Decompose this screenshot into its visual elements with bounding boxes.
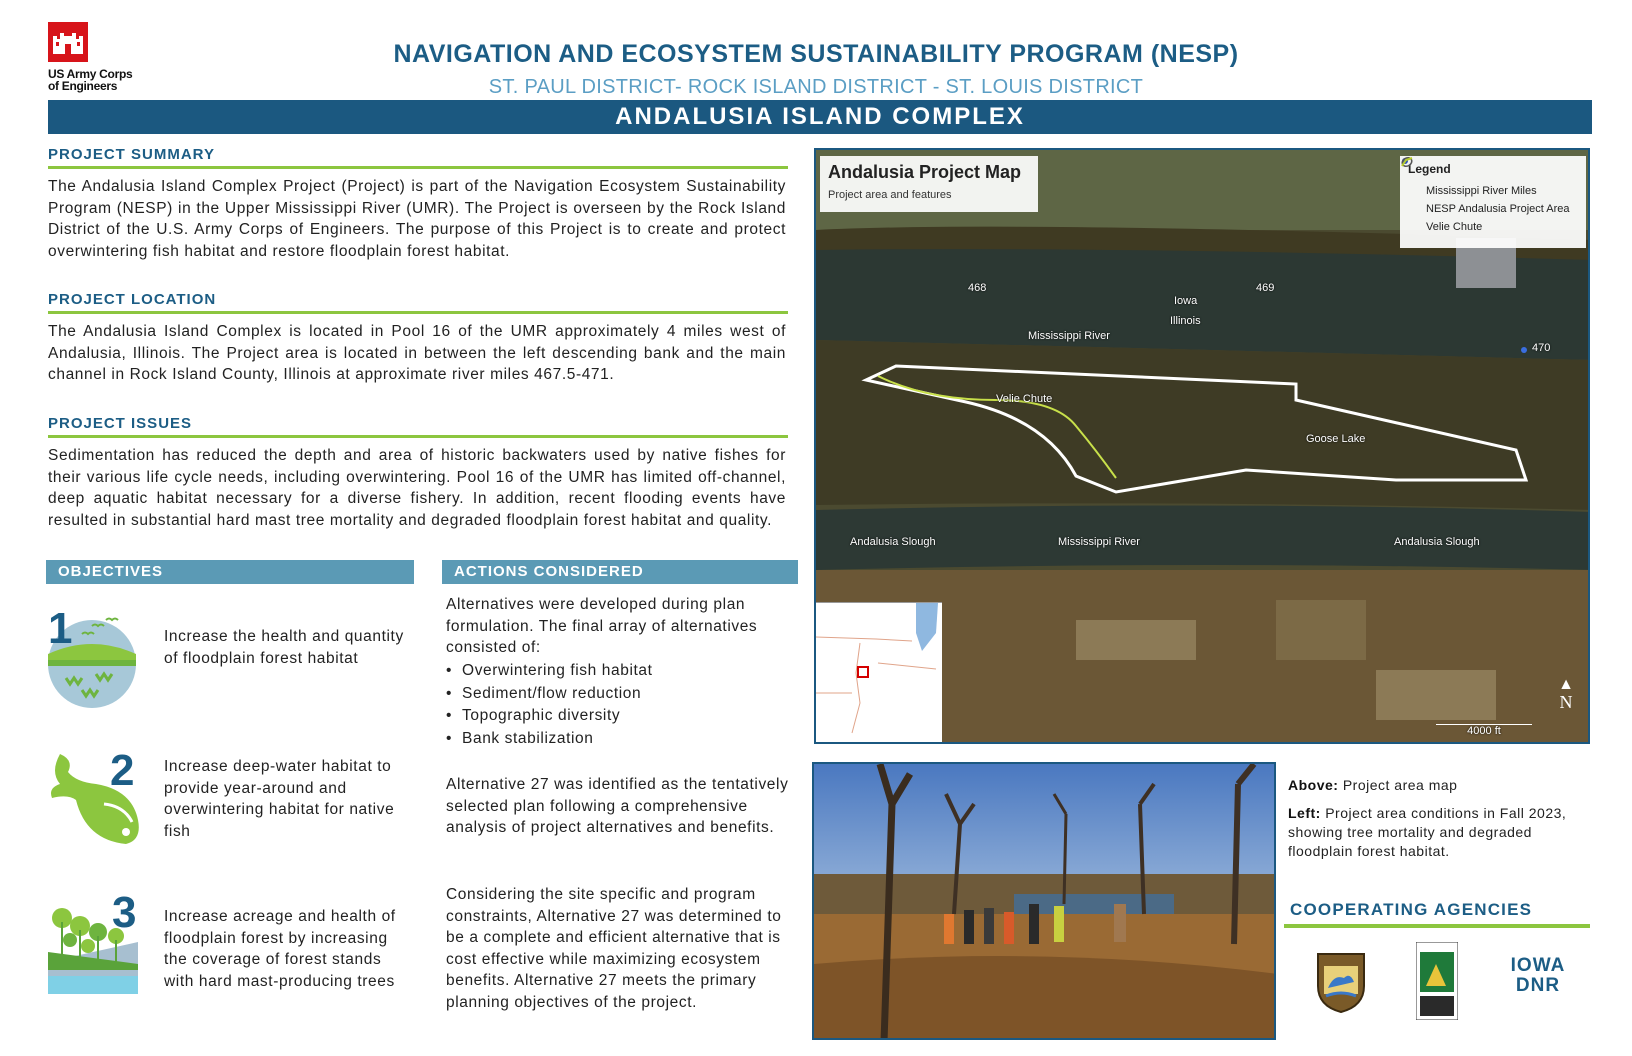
state-label-illinois: Illinois xyxy=(1170,315,1201,327)
river-mile-469: 469 xyxy=(1256,282,1275,294)
iowa-dnr-logo xyxy=(1506,956,1570,1006)
caption-left-label: Left: xyxy=(1288,805,1321,821)
map-legend xyxy=(1400,156,1586,248)
actions-list xyxy=(446,660,796,750)
list-item: • Sediment/flow reduction xyxy=(446,683,796,706)
river-label-top: Mississippi River xyxy=(1028,330,1110,342)
river-mile-470: 470 xyxy=(1532,342,1551,354)
caption-left-text: Project area conditions in Fall 2023, showing tree mortality and degraded floodplain forest habitat. xyxy=(1288,805,1567,859)
caption-above-text: Project area map xyxy=(1342,777,1458,793)
objective-number-3: 3 xyxy=(112,888,137,937)
illinois-dnr-logo xyxy=(1416,942,1458,1020)
velie-chute-label: Velie Chute xyxy=(996,393,1053,405)
north-label: N xyxy=(1559,692,1573,712)
legend-label: NESP Andalusia Project Area xyxy=(1426,203,1570,215)
slough-label-right: Andalusia Slough xyxy=(1394,536,1480,548)
legend-row xyxy=(1408,218,1578,236)
river-mile-468: 468 xyxy=(968,282,987,294)
summary-body: The Andalusia Island Complex Project (Project) is part of the Navigation Ecosystem Sustainability Program (NESP) in the Upper Mississippi River (UMR). The Project is overseen by the Rock Island District of the U.S. Army Corps of Engineers. The purpose of this Project is to create and protect overwintering fish habitat and restore floodplain forest habitat. xyxy=(48,178,786,260)
issues-body: Sedimentation has reduced the depth and area of historic backwaters used by native fishes for their various life cycle needs, including overwintering. Pool 16 of the UMR has limited off-channel, deep aquatic habitat necessary for a diverse fishery. In addition, recent flooding events have resulted in substantial hard mast tree mortality and degraded floodplain forest habitat and quality. xyxy=(48,447,786,529)
iowa-dnr-line-1: IOWA xyxy=(1510,955,1566,976)
list-item: • Overwintering fish habitat xyxy=(446,660,796,683)
map-title: Andalusia Project Map xyxy=(828,162,1022,182)
goose-lake-label: Goose Lake xyxy=(1306,433,1366,445)
objectives-heading: OBJECTIVES xyxy=(46,560,414,584)
list-item: • Topographic diversity xyxy=(446,705,796,728)
map-title-box xyxy=(820,156,1038,212)
logo-line-2: of Engineers xyxy=(48,79,118,93)
objective-text-3: Increase acreage and health of floodplain forest by increasing the coverage of forest stands with hard mast-producing trees xyxy=(164,908,396,990)
legend-label: Mississippi River Miles xyxy=(1426,185,1537,197)
objective-text-2: Increase deep-water habitat to provide year-around and overwintering habitat for native fish xyxy=(164,758,395,840)
issues-heading: PROJECT ISSUES xyxy=(48,415,788,438)
map-subtitle: Project area and features xyxy=(828,189,952,201)
site-photo xyxy=(812,762,1276,1040)
slough-label-left: Andalusia Slough xyxy=(850,536,936,548)
state-label-iowa: Iowa xyxy=(1174,295,1198,307)
caption-above-label: Above: xyxy=(1288,777,1339,793)
location-body: The Andalusia Island Complex is located in Pool 16 of the UMR approximately 4 miles west of Andalusia, Illinois. The Project area is located in between the left descending bank and the main channel in Rock Island County, Illinois at approximate river miles 467.5-471. xyxy=(48,323,786,383)
locator-inset-map xyxy=(816,602,942,742)
objective-text-1: Increase the health and quantity of floodplain forest habitat xyxy=(164,628,404,667)
legend-row xyxy=(1408,200,1578,218)
cooperating-agencies-heading: COOPERATING AGENCIES xyxy=(1290,900,1533,919)
north-arrow-icon: ▲ N xyxy=(1554,678,1578,713)
summary-heading: PROJECT SUMMARY xyxy=(48,146,788,169)
caption-above xyxy=(1288,776,1588,795)
legend-title: Legend xyxy=(1408,162,1451,176)
project-banner: ANDALUSIA ISLAND COMPLEX xyxy=(48,100,1592,134)
actions-paragraph-1: Alternative 27 was identified as the tentatively selected plan following a comprehensive analysis of project alternatives and benefits. xyxy=(446,776,789,836)
actions-paragraph-2: Considering the site specific and program constraints, Alternative 27 was determined to be a complete and efficient alternative that is cost effective while maximizing ecosystem benefits. Alternative 27 meets the primary planning objectives of the project. xyxy=(446,886,782,1011)
scale-bar: 4000 ft xyxy=(1436,724,1532,740)
caption-left xyxy=(1288,804,1588,861)
logo-line-1: US Army Corps xyxy=(48,67,133,81)
divider xyxy=(1284,924,1590,928)
objective-number-1: 1 xyxy=(48,604,73,653)
page-subtitle: ST. PAUL DISTRICT- ROCK ISLAND DISTRICT - ST. LOUIS DISTRICT xyxy=(488,76,1144,98)
actions-intro: Alternatives were developed during plan formulation. The final array of alternatives consisted of: xyxy=(446,596,758,656)
river-label-bottom: Mississippi River xyxy=(1058,536,1140,548)
usfws-logo xyxy=(1314,952,1368,1014)
location-heading: PROJECT LOCATION xyxy=(48,291,788,314)
page-title: NAVIGATION AND ECOSYSTEM SUSTAINABILITY PROGRAM (NESP) xyxy=(393,40,1239,68)
list-item: • Bank stabilization xyxy=(446,728,796,751)
legend-label: Velie Chute xyxy=(1426,221,1483,233)
project-map xyxy=(814,148,1590,744)
objective-number-2: 2 xyxy=(110,746,135,795)
legend-row xyxy=(1408,182,1578,200)
iowa-dnr-line-2: DNR xyxy=(1515,975,1561,996)
actions-heading: ACTIONS CONSIDERED xyxy=(442,560,798,584)
